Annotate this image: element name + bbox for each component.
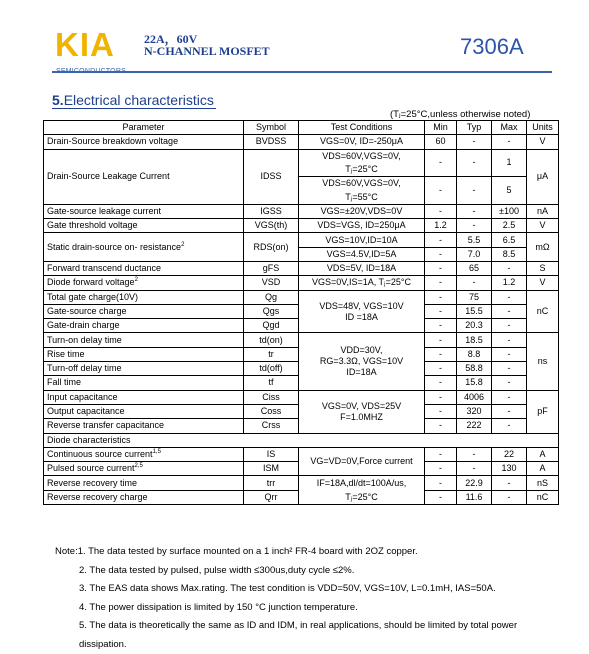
table-row: [44, 135, 559, 149]
symbol-cell: BVDSS: [244, 135, 299, 149]
param-cell: [44, 276, 244, 290]
condition-cell: VG=VD=0V,Force current: [299, 447, 425, 476]
min-cell: -: [425, 390, 457, 404]
unit-cell: A: [527, 447, 559, 461]
condition-cell: Tⱼ=25°C: [299, 163, 425, 177]
condition-cell: VGS=0V, ID=-250μA: [299, 135, 425, 149]
typ-cell: -: [457, 447, 492, 461]
section-number: 5.: [52, 92, 64, 108]
max-cell: -: [492, 419, 527, 433]
symbol-cell: Qrr: [244, 490, 299, 504]
typ-cell: -: [457, 276, 492, 290]
max-cell: -: [492, 490, 527, 504]
symbol-cell: Crss: [244, 419, 299, 433]
section-underline: [52, 108, 216, 109]
typ-cell: 222: [457, 419, 492, 433]
param-cell: Total gate charge(10V): [44, 290, 244, 304]
max-cell: -: [492, 476, 527, 490]
typ-cell: 15.5: [457, 304, 492, 318]
typ-cell: 320: [457, 404, 492, 418]
max-cell: -: [492, 390, 527, 404]
param-text: Pulsed source current: [47, 463, 135, 474]
table-row: [44, 149, 559, 163]
symbol-cell: IGSS: [244, 204, 299, 218]
unit-cell: A: [527, 462, 559, 476]
max-cell: 2.5: [492, 219, 527, 233]
note-3: 3. The EAS data shows Max.rating. The test condition is VDD=50V, VGS=10V, L=0.1mH, IAS=50A.: [79, 583, 496, 594]
typ-cell: 58.8: [457, 362, 492, 376]
condition-cell: Tⱼ=25°C: [299, 490, 425, 504]
condition-cell: VGS=±20V,VDS=0V: [299, 204, 425, 218]
typ-cell: 75: [457, 290, 492, 304]
table-row: [44, 219, 559, 233]
symbol-cell: tr: [244, 347, 299, 361]
typ-cell: 18.5: [457, 333, 492, 347]
max-cell: -: [492, 135, 527, 149]
condition-cell: VGS=0V,IS=1A, Tⱼ=25°C: [299, 276, 425, 290]
electrical-characteristics-table: [43, 120, 559, 505]
param-cell: [44, 462, 244, 476]
min-cell: -: [425, 447, 457, 461]
table-row: [44, 276, 559, 290]
condition-cell: Tⱼ=55°C: [299, 190, 425, 204]
unit-cell: nC: [527, 290, 559, 333]
typ-cell: -: [457, 204, 492, 218]
symbol-cell: IDSS: [244, 149, 299, 204]
min-cell: -: [425, 347, 457, 361]
min-cell: -: [425, 247, 457, 261]
table-row: [44, 333, 559, 347]
unit-cell: pF: [527, 390, 559, 433]
param-cell: Gate threshold voltage: [44, 219, 244, 233]
symbol-cell: Qgd: [244, 319, 299, 333]
max-cell: -: [492, 304, 527, 318]
document-header: [0, 0, 589, 80]
max-cell: -: [492, 376, 527, 390]
param-cell: Gate-source leakage current: [44, 204, 244, 218]
param-cell: Input capacitance: [44, 390, 244, 404]
min-cell: -: [425, 149, 457, 177]
unit-cell: S: [527, 261, 559, 275]
product-rating: 22A，60V: [144, 32, 198, 46]
param-cell: Drain-Source breakdown voltage: [44, 135, 244, 149]
max-cell: 1: [492, 149, 527, 177]
param-cell: Reverse transfer capacitance: [44, 419, 244, 433]
symbol-cell: VSD: [244, 276, 299, 290]
table-row: [44, 476, 559, 490]
table-row: [44, 433, 559, 447]
unit-cell: nA: [527, 204, 559, 218]
condition-line: ID =18A: [345, 311, 378, 322]
header-min: Min: [425, 121, 457, 135]
max-cell: 8.5: [492, 247, 527, 261]
max-cell: -: [492, 404, 527, 418]
param-cell: Fall time: [44, 376, 244, 390]
condition-cell: VDS=5V, ID=18A: [299, 261, 425, 275]
symbol-cell: Qg: [244, 290, 299, 304]
min-cell: 1.2: [425, 219, 457, 233]
unit-cell: V: [527, 276, 559, 290]
header-units: Units: [527, 121, 559, 135]
section-title: [52, 92, 214, 108]
unit-cell: nC: [527, 490, 559, 504]
min-cell: -: [425, 362, 457, 376]
symbol-cell: RDS(on): [244, 233, 299, 262]
symbol-cell: Qgs: [244, 304, 299, 318]
condition-line: VDD=30V,: [340, 345, 383, 356]
min-cell: -: [425, 376, 457, 390]
min-cell: -: [425, 177, 457, 205]
min-cell: -: [425, 261, 457, 275]
min-cell: -: [425, 304, 457, 318]
symbol-cell: td(on): [244, 333, 299, 347]
param-cell: Drain-Source Leakage Current: [44, 149, 244, 204]
condition-line: RG=3.3Ω, VGS=10V: [319, 356, 404, 367]
table-row: [44, 261, 559, 275]
kia-logo: KIA: [55, 26, 115, 63]
note-4: 4. The power dissipation is limited by 150 °C junction temperature.: [79, 601, 358, 613]
typ-cell: 5.5: [457, 233, 492, 247]
min-cell: -: [425, 204, 457, 218]
param-cell: [44, 447, 244, 461]
param-cell: Turn-on delay time: [44, 333, 244, 347]
condition-cell: [299, 333, 425, 390]
condition-cell: VGS=10V,ID=10A: [299, 233, 425, 247]
header-rule: [52, 71, 552, 73]
condition-line: F=1.0MHZ: [340, 411, 383, 422]
min-cell: -: [425, 276, 457, 290]
note-2: 2. The data tested by pulsed, pulse width ≤300us,duty cycle ≤2%.: [79, 564, 355, 576]
symbol-cell: VGS(th): [244, 219, 299, 233]
header-parameter: Parameter: [44, 121, 244, 135]
min-cell: -: [425, 419, 457, 433]
param-cell: Reverse recovery time: [44, 476, 244, 490]
symbol-cell: IS: [244, 447, 299, 461]
unit-cell: ns: [527, 333, 559, 390]
note-5: 5. The data is theoretically the same as ID and IDM, in real applications, should be limited by total power: [79, 620, 518, 631]
unit-cell: V: [527, 219, 559, 233]
condition-cell: VDS=60V,VGS=0V,: [299, 149, 425, 163]
symbol-cell: gFS: [244, 261, 299, 275]
typ-cell: 11.6: [457, 490, 492, 504]
typ-cell: 7.0: [457, 247, 492, 261]
param-text: Static drain-source on- resistance: [47, 241, 182, 252]
condition-cell: VDS=VGS, ID=250μA: [299, 219, 425, 233]
typ-cell: 65: [457, 261, 492, 275]
condition-cell: [299, 290, 425, 333]
table-row: [44, 490, 559, 504]
typ-cell: 20.3: [457, 319, 492, 333]
typ-cell: 8.8: [457, 347, 492, 361]
test-condition-note: (Tⱼ=25°C,unless otherwise noted): [390, 109, 531, 120]
param-text: Diode forward voltage: [47, 277, 135, 288]
symbol-cell: td(off): [244, 362, 299, 376]
footnote-ref: 2: [181, 241, 185, 248]
table-row: [44, 233, 559, 247]
table-row: [44, 447, 559, 461]
note-1: Note:1. The data tested by surface mounted on a 1 inch² FR-4 board with 2OZ copper.: [55, 546, 418, 557]
typ-cell: -: [457, 149, 492, 177]
min-cell: 60: [425, 135, 457, 149]
max-cell: 6.5: [492, 233, 527, 247]
note-5-cont: dissipation.: [79, 638, 127, 650]
header-max: Max: [492, 121, 527, 135]
header-symbol: Symbol: [244, 121, 299, 135]
max-cell: -: [492, 261, 527, 275]
param-cell: Forward transcend ductance: [44, 261, 244, 275]
max-cell: 5: [492, 177, 527, 205]
symbol-cell: trr: [244, 476, 299, 490]
param-text: Continuous source current: [47, 448, 153, 459]
condition-line: VDS=48V, VGS=10V: [319, 300, 404, 311]
condition-cell: IF=18A,dl/dt=100A/us,: [299, 476, 425, 490]
unit-cell: μA: [527, 149, 559, 204]
param-cell: Rise time: [44, 347, 244, 361]
diode-section-header: Diode characteristics: [44, 433, 559, 447]
typ-cell: 4006: [457, 390, 492, 404]
unit-cell: mΩ: [527, 233, 559, 262]
footnote-ref: 1,5: [152, 448, 161, 455]
table-header-row: [44, 121, 559, 135]
footnote-ref: 2: [134, 277, 138, 284]
table-row: [44, 204, 559, 218]
param-cell: [44, 233, 244, 262]
max-cell: ±100: [492, 204, 527, 218]
typ-cell: -: [457, 462, 492, 476]
param-cell: Turn-off delay time: [44, 362, 244, 376]
min-cell: -: [425, 333, 457, 347]
table-row: [44, 390, 559, 404]
typ-cell: -: [457, 135, 492, 149]
symbol-cell: Ciss: [244, 390, 299, 404]
min-cell: -: [425, 290, 457, 304]
symbol-cell: ISM: [244, 462, 299, 476]
unit-cell: nS: [527, 476, 559, 490]
product-type: N-CHANNEL MOSFET: [144, 44, 270, 58]
typ-cell: -: [457, 177, 492, 205]
condition-line: VGS=0V, VDS=25V: [321, 400, 402, 411]
condition-cell: [299, 390, 425, 433]
typ-cell: -: [457, 219, 492, 233]
param-cell: Gate-drain charge: [44, 319, 244, 333]
typ-cell: 15.8: [457, 376, 492, 390]
min-cell: -: [425, 404, 457, 418]
section-label: Electrical characteristics: [63, 92, 214, 108]
min-cell: -: [425, 476, 457, 490]
param-cell: Output capacitance: [44, 404, 244, 418]
symbol-cell: Coss: [244, 404, 299, 418]
footnote-ref: 2,5: [134, 463, 143, 470]
typ-cell: 22.9: [457, 476, 492, 490]
param-cell: Gate-source charge: [44, 304, 244, 318]
max-cell: -: [492, 290, 527, 304]
max-cell: -: [492, 362, 527, 376]
part-number: 7306A: [460, 34, 524, 59]
table-row: [44, 290, 559, 304]
max-cell: -: [492, 333, 527, 347]
condition-cell: VDS=60V,VGS=0V,: [299, 177, 425, 191]
symbol-cell: tf: [244, 376, 299, 390]
condition-line: ID=18A: [346, 367, 377, 378]
header-conditions: Test Conditions: [299, 121, 425, 135]
max-cell: -: [492, 319, 527, 333]
max-cell: 130: [492, 462, 527, 476]
param-cell: Reverse recovery charge: [44, 490, 244, 504]
condition-cell: VGS=4.5V,ID=5A: [299, 247, 425, 261]
min-cell: -: [425, 462, 457, 476]
header-typ: Typ: [457, 121, 492, 135]
min-cell: -: [425, 490, 457, 504]
notes-section: [55, 543, 575, 654]
min-cell: -: [425, 319, 457, 333]
max-cell: 1.2: [492, 276, 527, 290]
max-cell: 22: [492, 447, 527, 461]
min-cell: -: [425, 233, 457, 247]
max-cell: -: [492, 347, 527, 361]
unit-cell: V: [527, 135, 559, 149]
